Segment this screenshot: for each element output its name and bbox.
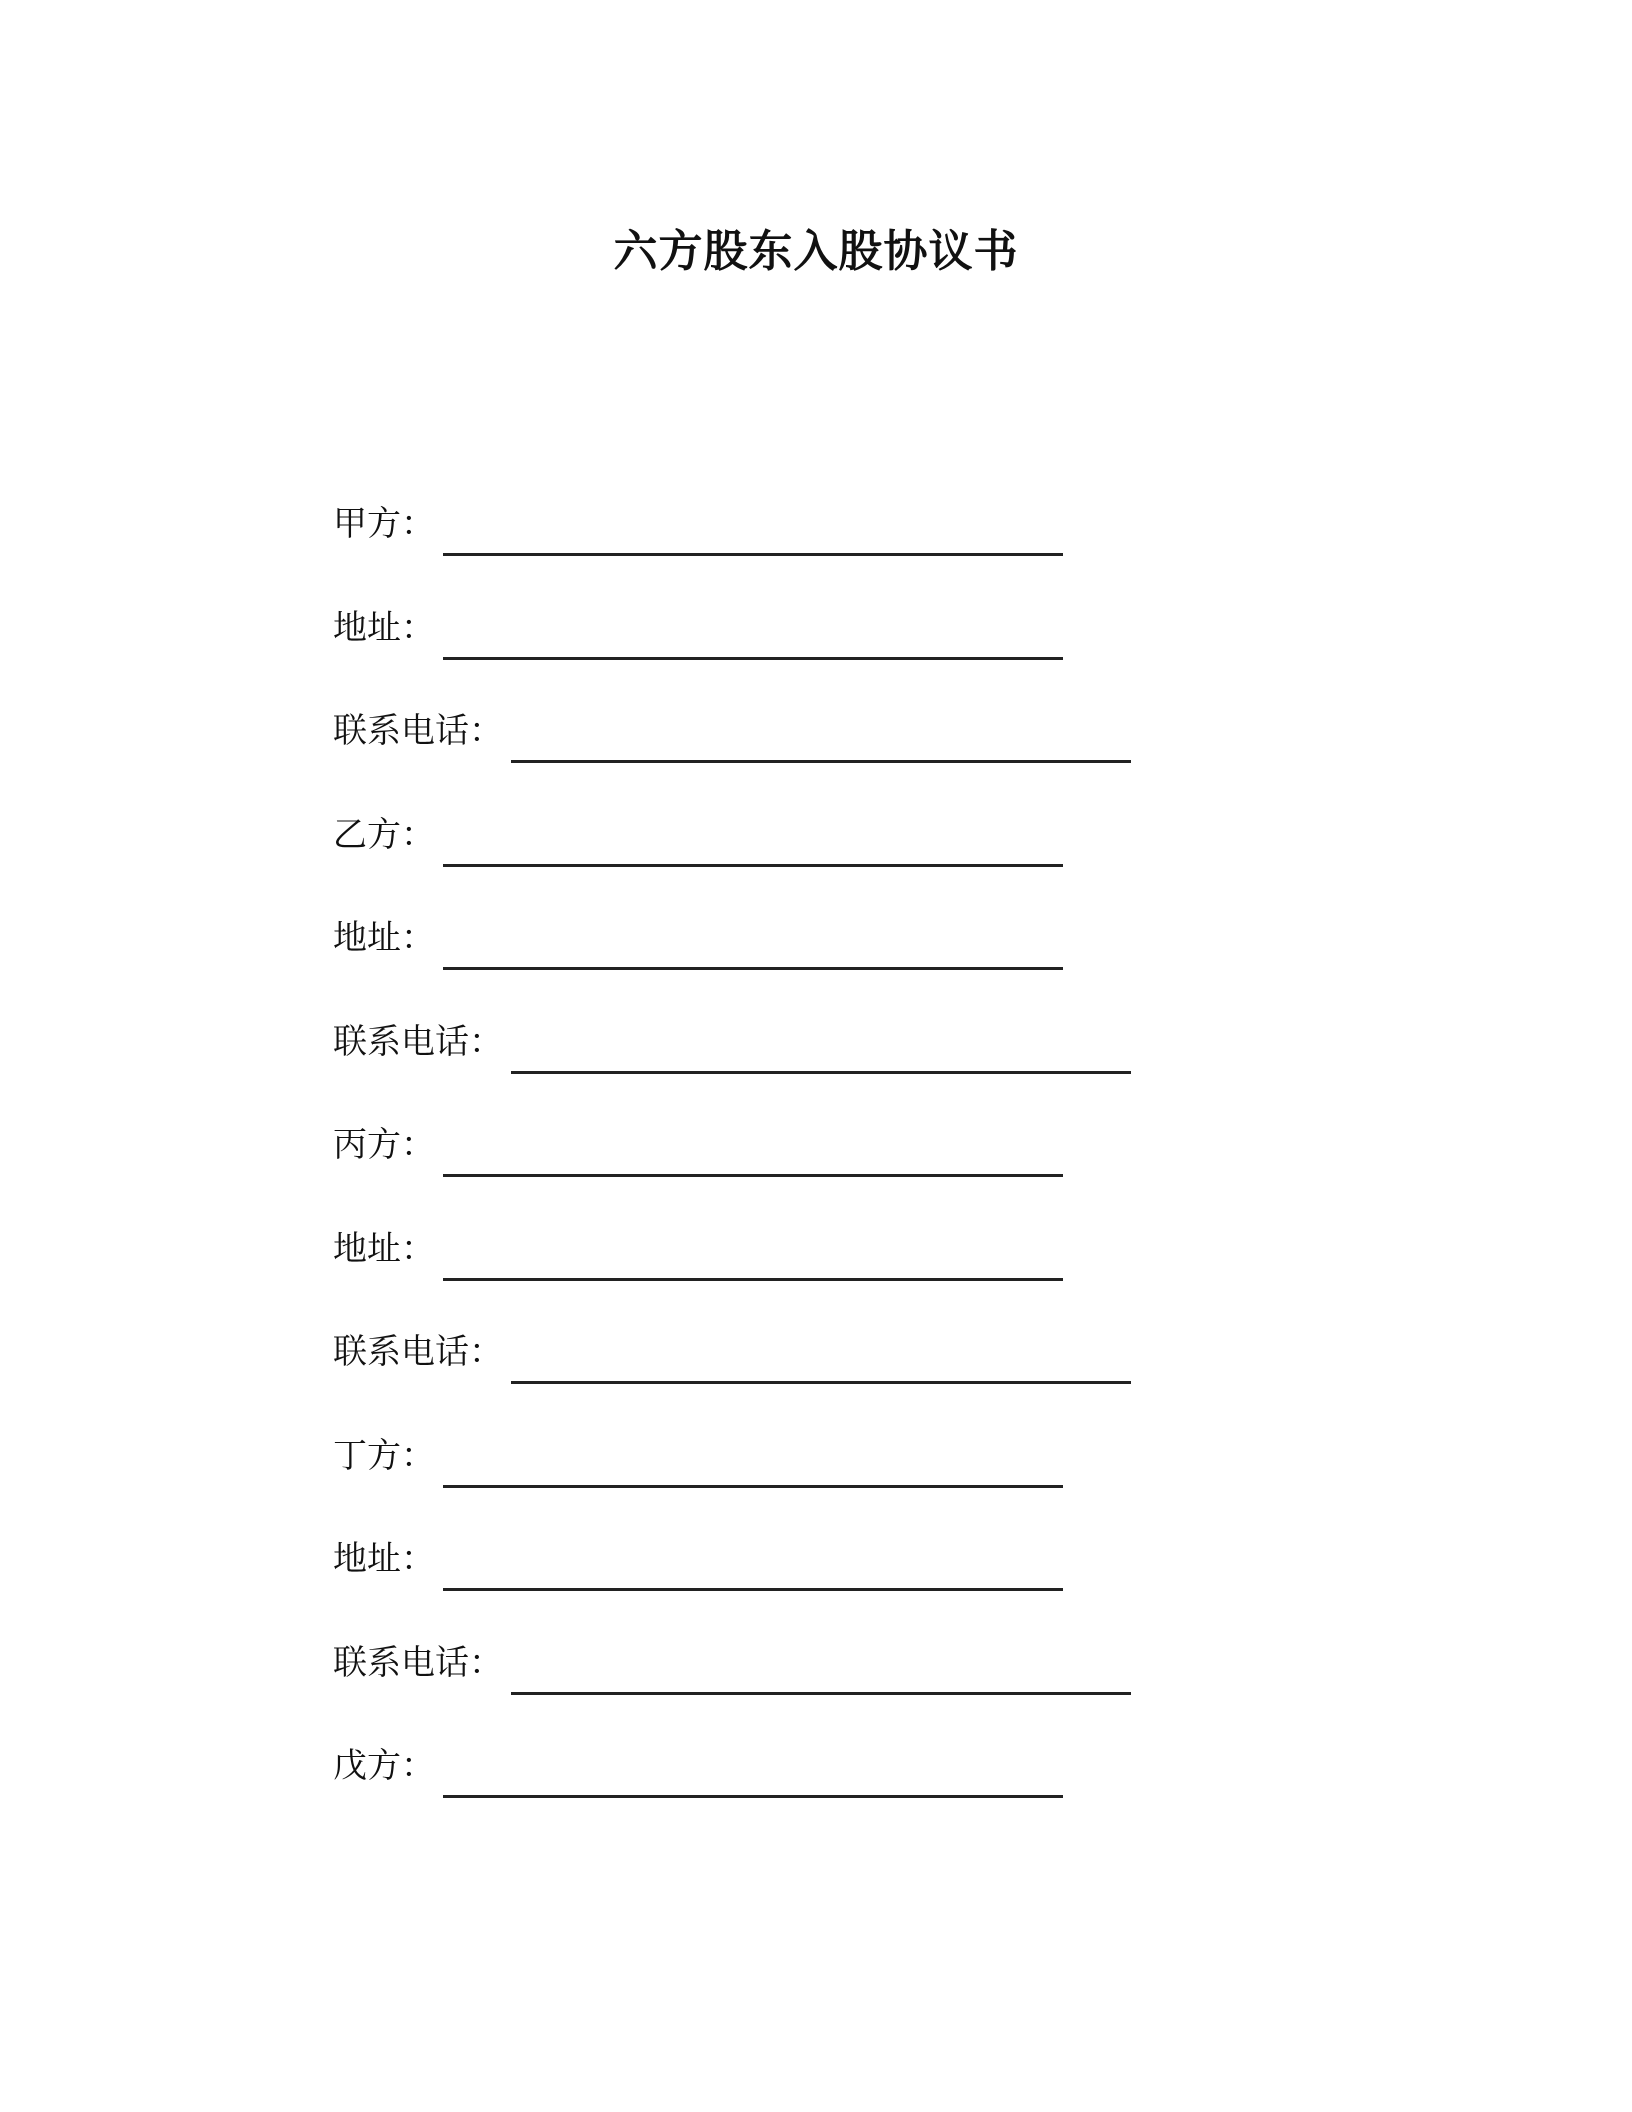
party-d-phone-label: 联系电话：	[333, 1642, 503, 1683]
party-c-blank-line[interactable]	[443, 1121, 1063, 1177]
party-c-phone-blank-line[interactable]	[511, 1328, 1131, 1384]
party-a-phone-blank-line[interactable]	[511, 707, 1131, 763]
party-d-blank-line[interactable]	[443, 1432, 1063, 1488]
party-a-address-label: 地址：	[333, 607, 435, 648]
party-e-label: 戊方：	[333, 1746, 435, 1786]
party-b-phone-blank-line[interactable]	[511, 1018, 1131, 1074]
party-c-address-row	[333, 1221, 1333, 1325]
party-b-phone-row	[333, 1014, 1333, 1118]
party-a-phone-row	[333, 703, 1333, 807]
party-c-address-blank-line[interactable]	[443, 1225, 1063, 1281]
party-a-address-blank-line[interactable]	[443, 604, 1063, 660]
party-b-label: 乙方：	[333, 814, 435, 855]
document-title: 六方股东入股协议书	[613, 226, 1019, 277]
party-c-label: 丙方：	[333, 1125, 435, 1165]
party-d-address-blank-line[interactable]	[443, 1535, 1063, 1591]
party-e-row	[333, 1738, 1333, 1842]
party-b-address-label: 地址：	[333, 918, 435, 958]
party-b-row	[333, 807, 1333, 911]
party-a-label: 甲方：	[333, 504, 435, 544]
party-c-phone-label: 联系电话：	[333, 1332, 503, 1372]
party-c-row	[333, 1117, 1333, 1221]
party-a-phone-label: 联系电话：	[333, 711, 503, 751]
party-d-row	[333, 1428, 1333, 1532]
party-d-phone-blank-line[interactable]	[511, 1639, 1131, 1695]
party-c-phone-row	[333, 1324, 1333, 1428]
party-c-address-label: 地址：	[333, 1228, 435, 1269]
party-d-phone-row	[333, 1635, 1333, 1739]
party-a-row	[333, 496, 1333, 600]
party-fields	[333, 496, 1333, 1842]
party-d-address-row	[333, 1531, 1333, 1635]
party-b-address-row	[333, 910, 1333, 1014]
party-e-blank-line[interactable]	[443, 1742, 1063, 1798]
party-a-address-row	[333, 600, 1333, 704]
party-d-label: 丁方：	[333, 1435, 435, 1476]
party-a-blank-line[interactable]	[443, 500, 1063, 556]
party-b-phone-label: 联系电话：	[333, 1021, 503, 1062]
party-d-address-label: 地址：	[333, 1539, 435, 1579]
party-b-blank-line[interactable]	[443, 811, 1063, 867]
party-b-address-blank-line[interactable]	[443, 914, 1063, 970]
